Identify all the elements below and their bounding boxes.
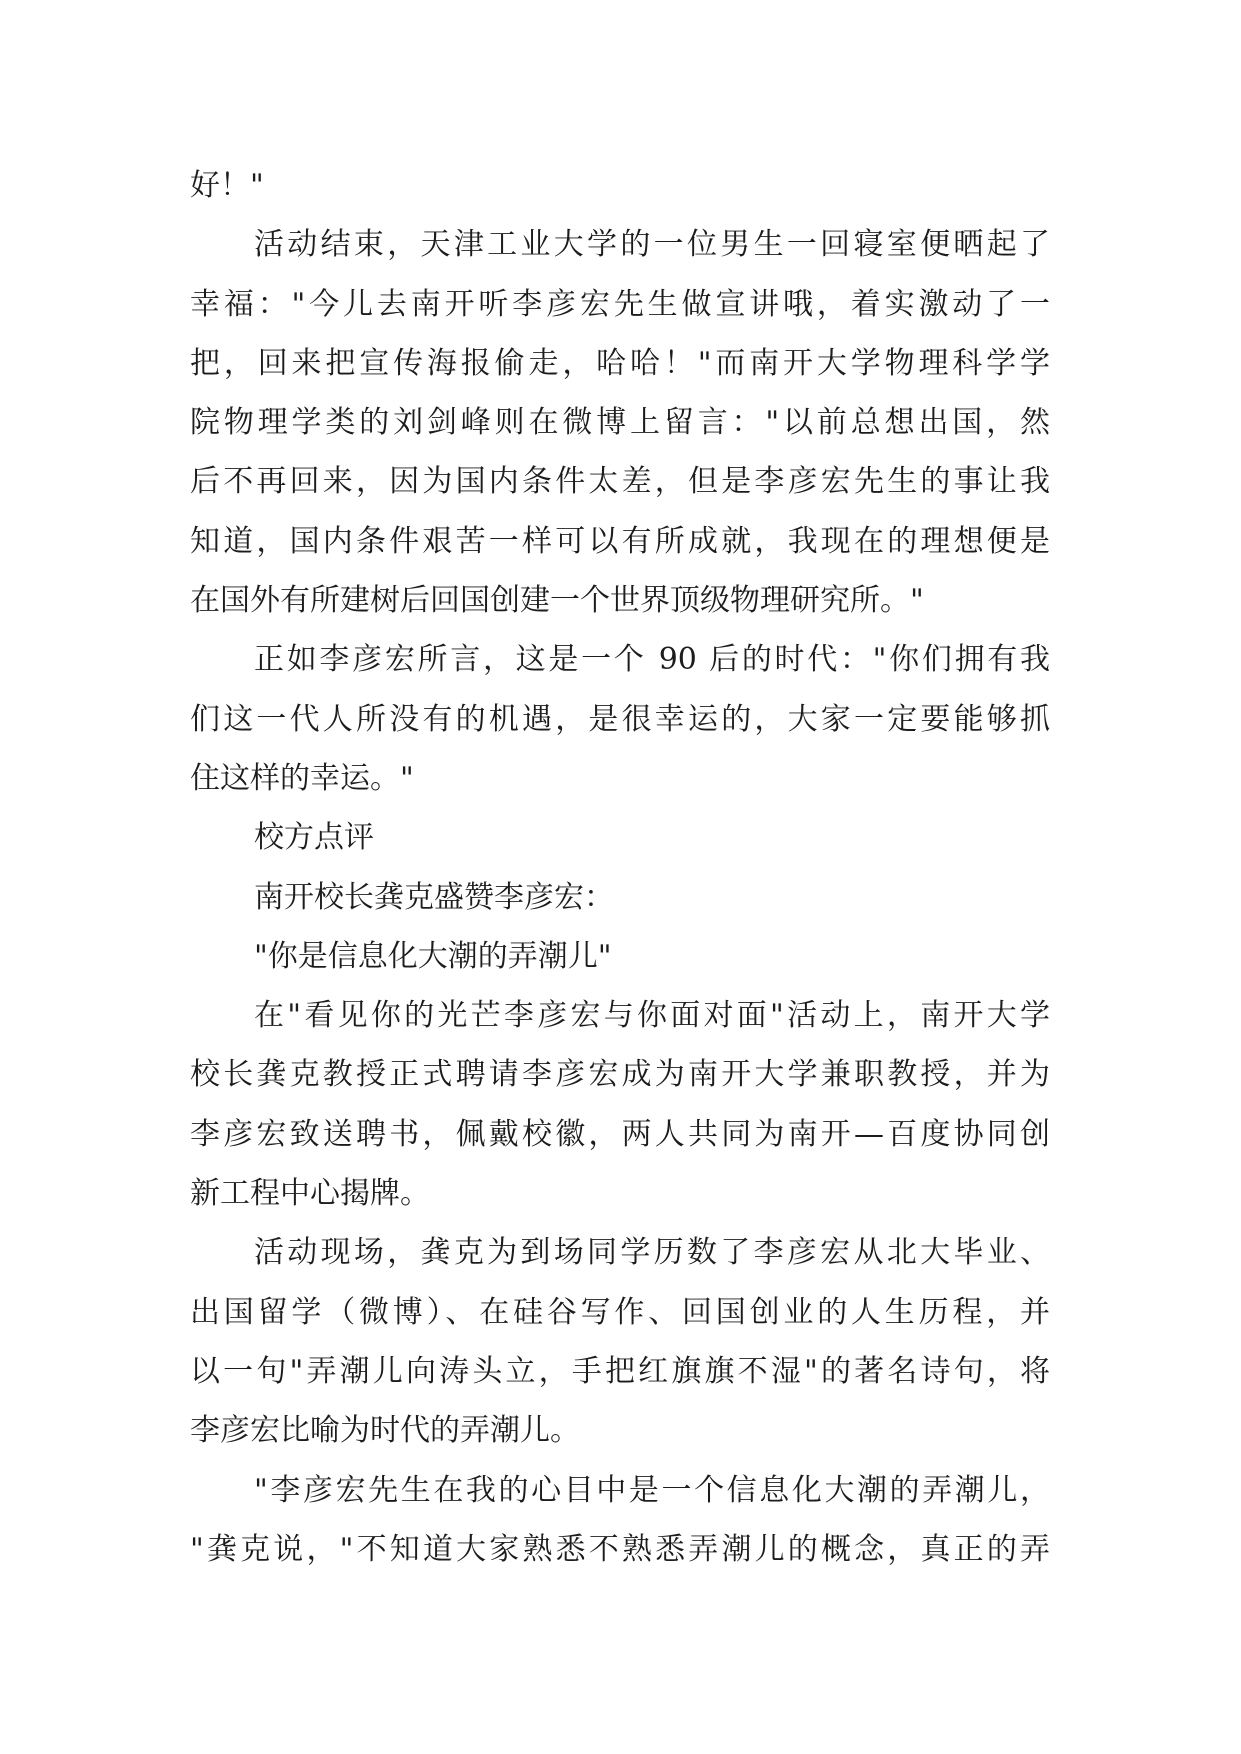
text-line: 李彦宏比喻为时代的弄潮儿。 [190,1413,580,1449]
text-line: 在"看见你的光芒李彦宏与你面对面"活动上，南开大学 [254,998,1050,1034]
text-line: "你是信息化大潮的弄潮儿" [254,938,612,974]
text-line: 以一句"弄潮儿向涛头立，手把红旗旗不湿"的著名诗句，将 [190,1353,1050,1389]
text-line: 好！" [190,168,264,203]
text-line: "龚克说，"不知道大家熟悉不熟悉弄潮儿的概念，真正的弄 [190,1531,1050,1567]
text-line: 李彦宏致送聘书，佩戴校徽，两人共同为南开—百度协同创 [190,1116,1050,1152]
text-line: 新工程中心揭牌。 [190,1176,430,1212]
text-line: 出国留学（微博）、在硅谷写作、回国创业的人生历程，并 [190,1294,1050,1330]
text-line: 后不再回来，因为国内条件太差，但是李彦宏先生的事让我 [190,464,1050,500]
text-line: 院物理学类的刘剑峰则在微博上留言："以前总想出国，然 [190,405,1050,441]
text-line: 在国外有所建树后回国创建一个世界顶级物理研究所。" [190,583,924,619]
text-line: 活动现场，龚克为到场同学历数了李彦宏从北大毕业、 [254,1235,1050,1271]
text-line: 知道，国内条件艰苦一样可以有所成就，我现在的理想便是 [190,523,1050,559]
text-line: 校长龚克教授正式聘请李彦宏成为南开大学兼职教授，并为 [190,1057,1050,1093]
text-line: 幸福："今儿去南开听李彦宏先生做宣讲哦，着实激动了一 [190,286,1050,322]
text-line: 活动结束，天津工业大学的一位男生一回寝室便晒起了 [254,227,1050,263]
text-line: 住这样的幸运。" [190,760,414,796]
text-line: 正如李彦宏所言，这是一个 90 后的时代："你们拥有我 [254,642,1050,678]
text-line: "李彦宏先生在我的心目中是一个信息化大潮的弄潮儿， [254,1472,1050,1508]
text-line: 校方点评 [254,820,374,856]
article-body [190,156,1050,1579]
text-line: 们这一代人所没有的机遇，是很幸运的，大家一定要能够抓 [190,701,1050,737]
text-line: 南开校长龚克盛赞李彦宏： [254,879,614,915]
text-line: 把，回来把宣传海报偷走，哈哈！"而南开大学物理科学学 [190,345,1050,381]
